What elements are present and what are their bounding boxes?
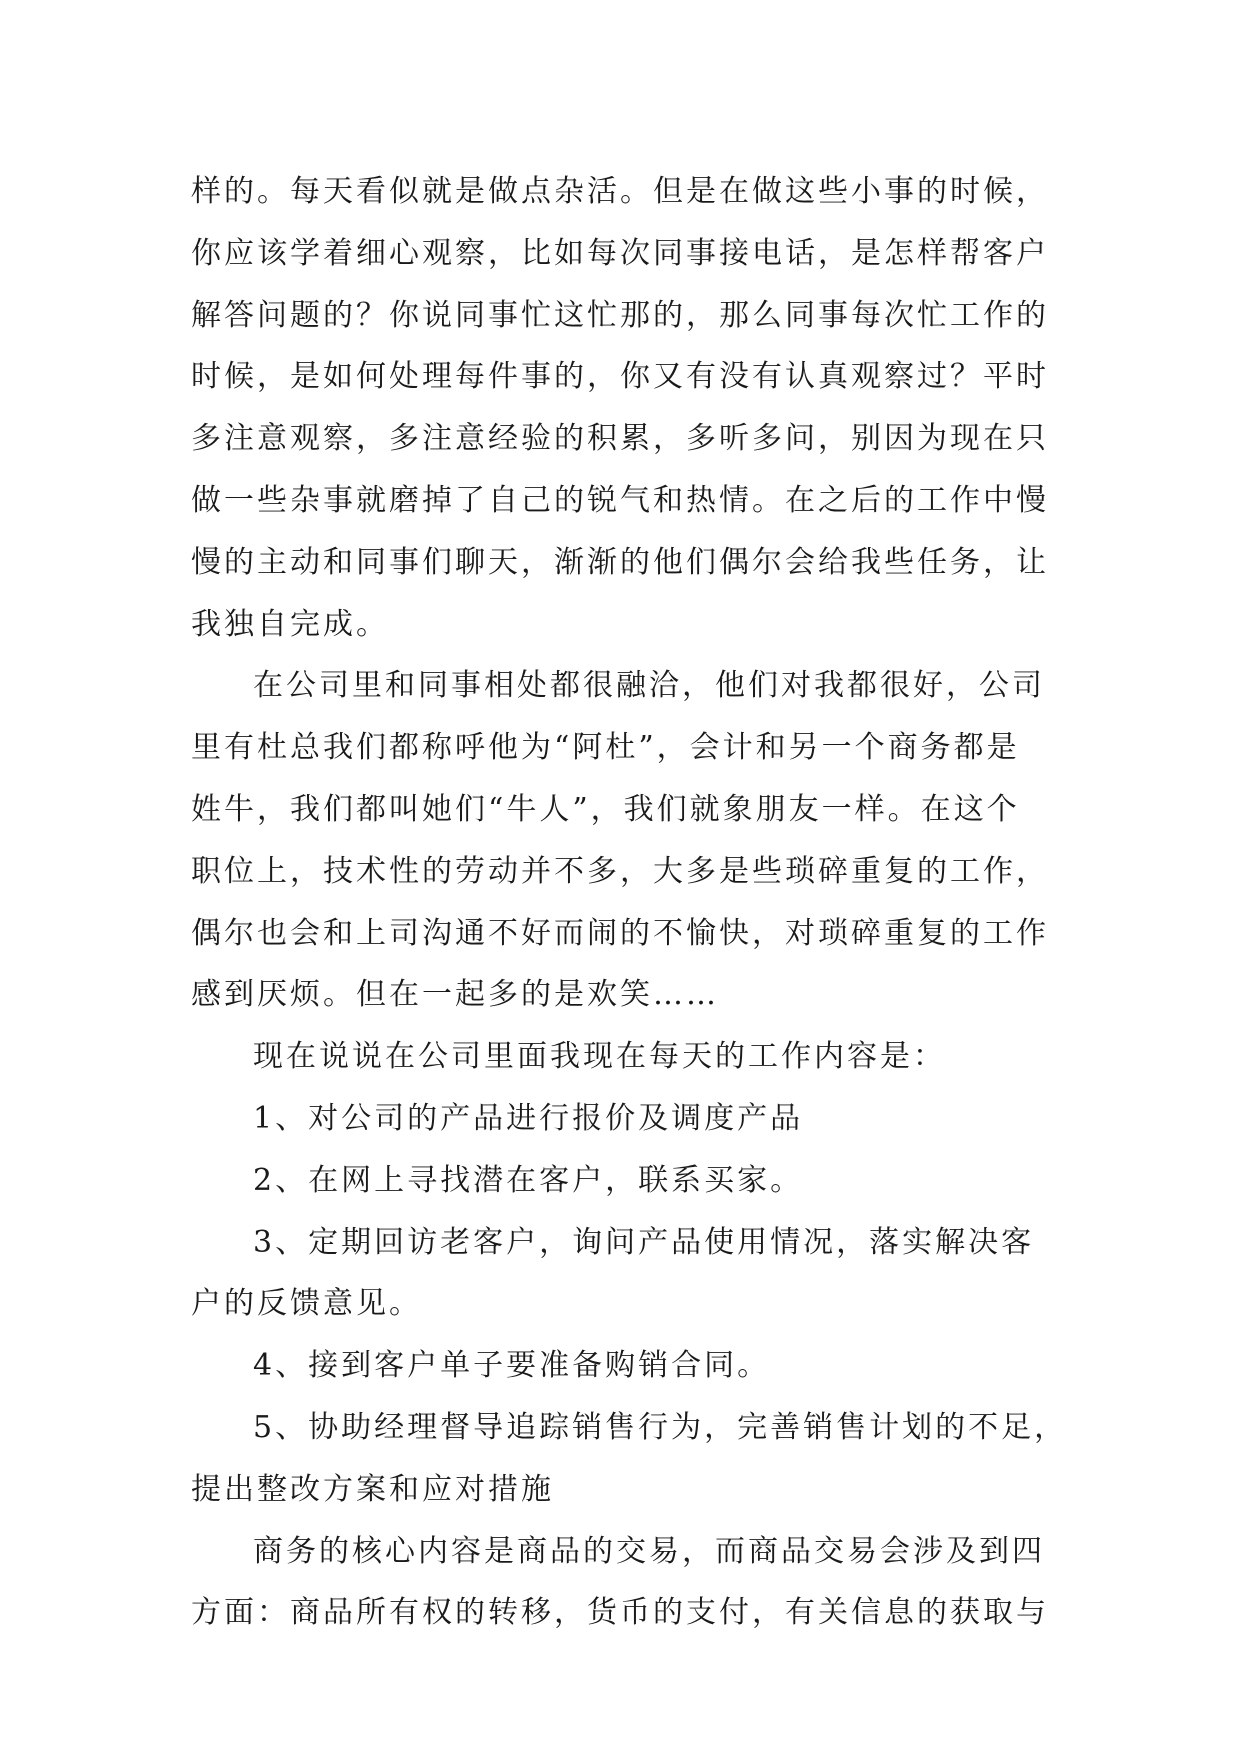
text-line: 1、对公司的产品进行报价及调度产品 (253, 1100, 804, 1136)
text-line: 方面：商品所有权的转移，货币的支付，有关信息的获取与 (191, 1595, 1049, 1631)
text-line: 偶尔也会和上司沟通不好而闹的不愉快，对琐碎重复的工作 (191, 915, 1049, 951)
text-line: 姓牛，我们都叫她们“牛人”，我们就象朋友一样。在这个 (191, 791, 1020, 827)
text-line: 我独自完成。 (191, 606, 389, 642)
text-line: 提出整改方案和应对措施 (191, 1471, 554, 1507)
text-line: 样的。每天看似就是做点杂活。但是在做这些小事的时候， (191, 174, 1049, 209)
document-body (191, 161, 1068, 1644)
text-line: 你应该学着细心观察，比如每次同事接电话，是怎样帮客户 (191, 235, 1049, 271)
text-line: 做一些杂事就磨掉了自己的锐气和热情。在之后的工作中慢 (191, 482, 1049, 518)
text-line: 2、在网上寻找潜在客户，联系买家。 (253, 1162, 804, 1198)
text-line: 感到厌烦。但在一起多的是欢笑…… (191, 977, 719, 1013)
text-line: 商务的核心内容是商品的交易，而商品交易会涉及到四 (253, 1533, 1045, 1569)
text-line: 在公司里和同事相处都很融洽，他们对我都很好，公司 (253, 668, 1045, 704)
text-line: 时候，是如何处理每件事的，你又有没有认真观察过？平时 (191, 359, 1049, 395)
text-line: 现在说说在公司里面我现在每天的工作内容是： (253, 1039, 946, 1075)
text-line: 户的反馈意见。 (191, 1286, 422, 1322)
text-line: 职位上，技术性的劳动并不多，大多是些琐碎重复的工作， (191, 853, 1049, 889)
text-line: 多注意观察，多注意经验的积累，多听多问，别因为现在只 (191, 421, 1049, 457)
text-line: 4、接到客户单子要准备购销合同。 (253, 1348, 771, 1384)
text-line: 解答问题的？你说同事忙这忙那的，那么同事每次忙工作的 (191, 297, 1049, 333)
text-line: 5、协助经理督导追踪销售行为，完善销售计划的不足， (253, 1409, 1068, 1445)
text-line: 里有杜总我们都称呼他为“阿杜”，会计和另一个商务都是 (191, 730, 1020, 766)
text-line: 慢的主动和同事们聊天，渐渐的他们偶尔会给我些任务，让 (191, 544, 1049, 580)
text-line: 3、定期回访老客户，询问产品使用情况，落实解决客 (253, 1224, 1035, 1260)
